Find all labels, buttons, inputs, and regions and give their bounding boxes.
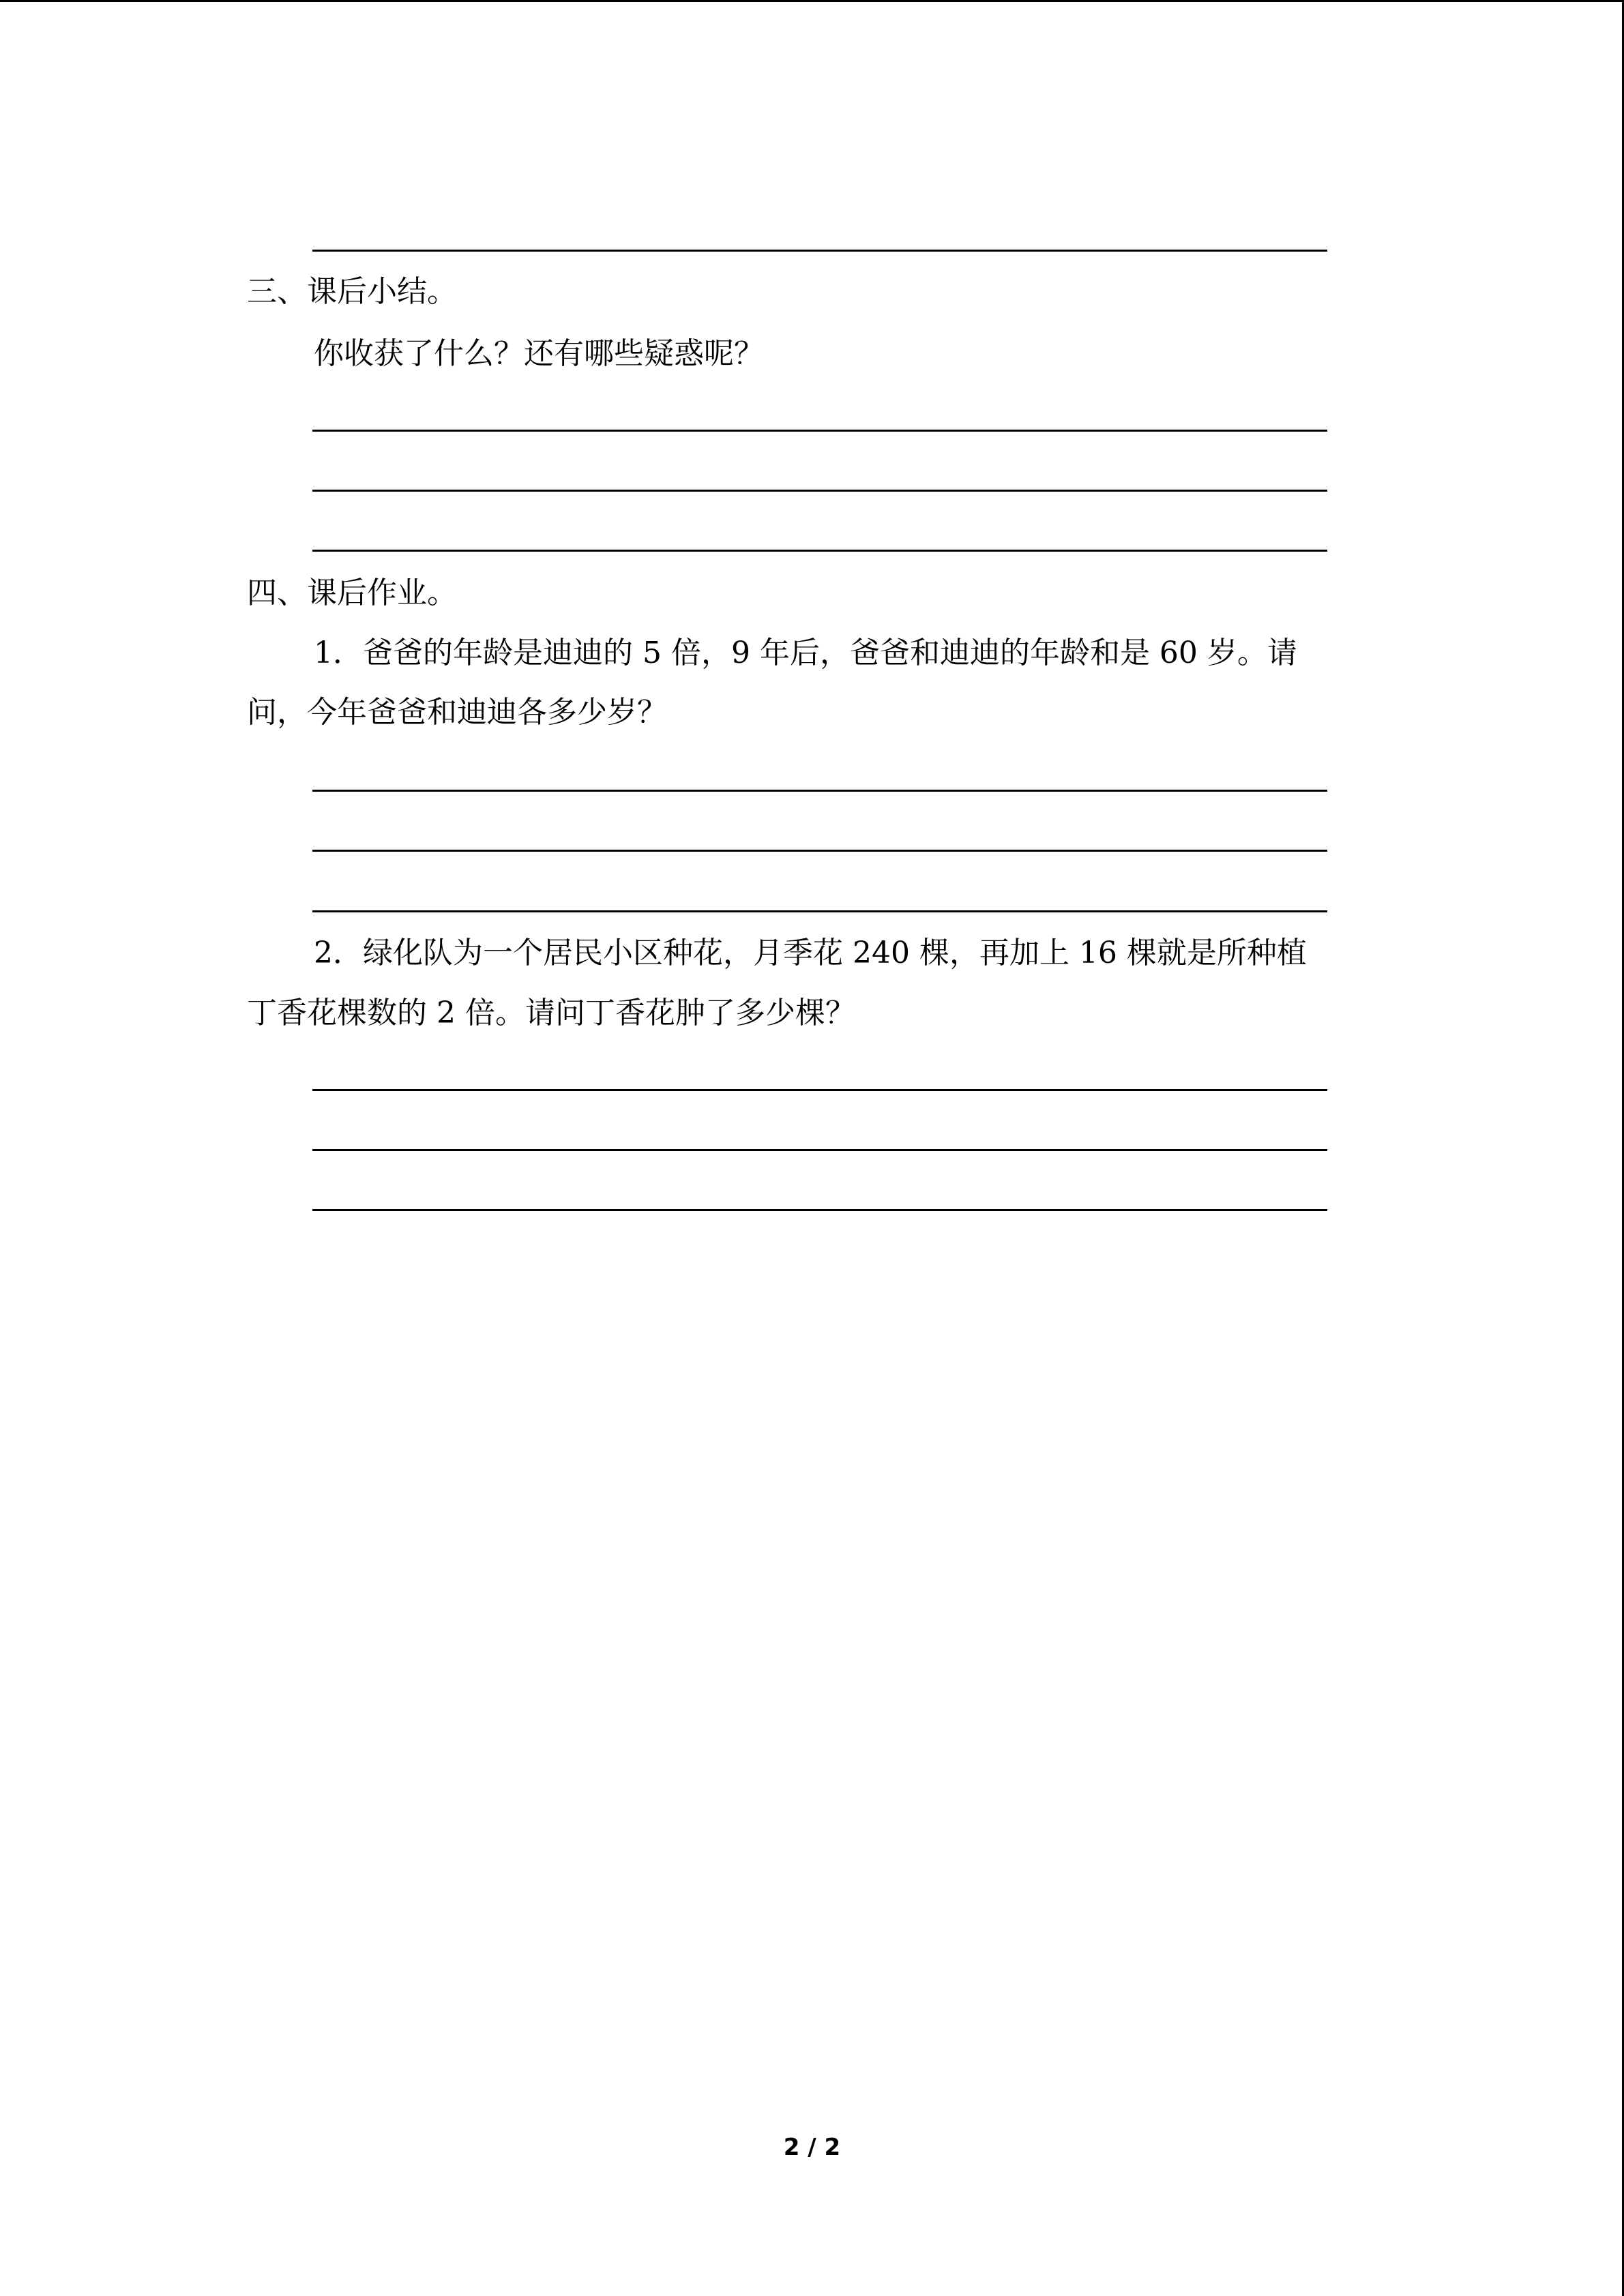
question-2-line-2: 丁香花棵数的 2 倍。请问丁香花肿了多少棵？ (247, 996, 855, 1030)
section3-prompt: 你收获了什么？还有哪些疑惑呢？ (314, 336, 764, 371)
answer-line (312, 430, 1327, 432)
page-border-top (0, 0, 1624, 2)
answer-line (312, 850, 1327, 852)
answer-line (312, 910, 1327, 912)
section3-heading: 三、课后小结。 (247, 274, 457, 309)
answer-line (312, 1089, 1327, 1091)
question-2-line-1: 2．绿化队为一个居民小区种花，月季花 240 棵，再加上 16 棵就是所种植 (314, 936, 1307, 970)
answer-line (312, 490, 1327, 492)
answer-line (312, 1149, 1327, 1151)
question-1-line-2: 问，今年爸爸和迪迪各多少岁？ (247, 695, 667, 730)
answer-line (312, 1209, 1327, 1211)
answer-line (312, 250, 1327, 252)
section4-heading: 四、课后作业。 (247, 576, 457, 610)
page-number: 2 / 2 (783, 2134, 841, 2161)
answer-line (312, 790, 1327, 792)
answer-line (312, 550, 1327, 552)
question-1-line-1: 1．爸爸的年龄是迪迪的 5 倍，9 年后，爸爸和迪迪的年龄和是 60 岁。请 (314, 636, 1297, 670)
